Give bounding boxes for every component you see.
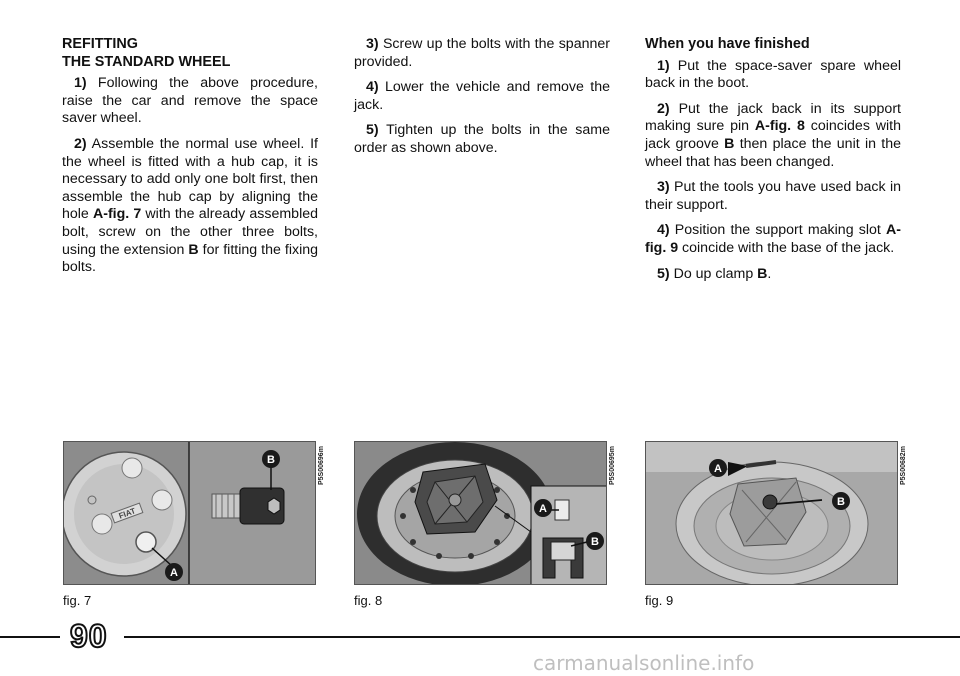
figure-9-caption: fig. 9 <box>645 593 674 608</box>
step-4-paragraph: 4) Lower the vehicle and remove the jack. <box>354 79 610 113</box>
footer-rule-right <box>124 636 960 638</box>
finish-step-5: 5) Do up clamp B. <box>657 265 772 282</box>
figure-9-support-in-boot <box>645 441 898 585</box>
svg-text:B: B <box>267 454 275 466</box>
step-1-paragraph: 1) Following the above procedure, raise the car and remove the space saver wheel. <box>62 75 318 127</box>
footer-rule-left <box>0 636 60 638</box>
svg-text:A: A <box>539 503 547 515</box>
svg-text:B: B <box>591 536 599 548</box>
svg-text:A: A <box>170 567 178 579</box>
finish-step-1: 1) Put the space-saver spare wheel back in the boot. <box>645 57 901 92</box>
figure-7-hubcap-and-extension <box>63 441 316 585</box>
figure-9-illustration <box>646 442 898 585</box>
finish-step-3: 3) Put the tools you have used back in their support. <box>645 179 901 213</box>
spare-wheel-well-drawing <box>676 462 868 585</box>
text-column-3 <box>645 36 901 291</box>
svg-text:A: A <box>714 463 722 475</box>
watermark-link[interactable]: carmanualsonline.info <box>533 651 755 675</box>
callout-b <box>832 492 850 510</box>
section-heading: REFITTING THE STANDARD WHEEL <box>62 36 231 70</box>
callout-a <box>165 563 183 581</box>
section-heading-finished: When you have finished <box>645 36 810 52</box>
text-column-1 <box>62 36 318 285</box>
finish-step-4: 4) Position the support making slot A-fig. 9 coincide with the base of the jack. <box>645 222 901 256</box>
step-2-paragraph: 2) Assemble the normal use wheel. If the wheel is fitted with a hub cap, it is necessary to add only one bolt first, then assemble the hub cap by aligning the hole A-fig. 7 with the already assembled bolt, screw on the other three bolts, using the extension B for fitting the fixing bolts. <box>62 135 319 276</box>
finish-step-2: 2) Put the jack back in its support making sure pin A-fig. 8 coincides with jack groove B then place the unit in the wheel that has been changed. <box>645 100 902 170</box>
figure-8-illustration <box>355 442 607 585</box>
page-number: 90 <box>70 618 108 654</box>
figure-7-code: P5S00696m <box>318 446 325 485</box>
figure-8-caption: fig. 8 <box>354 593 383 608</box>
figure-7-caption: fig. 7 <box>63 593 92 608</box>
callout-b <box>262 450 280 468</box>
text-column-2 <box>354 36 610 166</box>
figure-8-code: P5S00695m <box>609 446 616 485</box>
svg-text:B: B <box>837 496 845 508</box>
figure-7-illustration <box>64 442 316 585</box>
hubcap-drawing <box>64 452 186 576</box>
step-5-paragraph: 5) Tighten up the bolts in the same order as shown above. <box>354 122 610 156</box>
figure-9-code: P5S00682m <box>900 446 907 485</box>
hubcap-logo-text: FIAT <box>117 506 137 521</box>
figure-8-jack-in-wheel <box>354 441 607 585</box>
step-3-paragraph: 3) Screw up the bolts with the spanner provided. <box>354 36 610 70</box>
